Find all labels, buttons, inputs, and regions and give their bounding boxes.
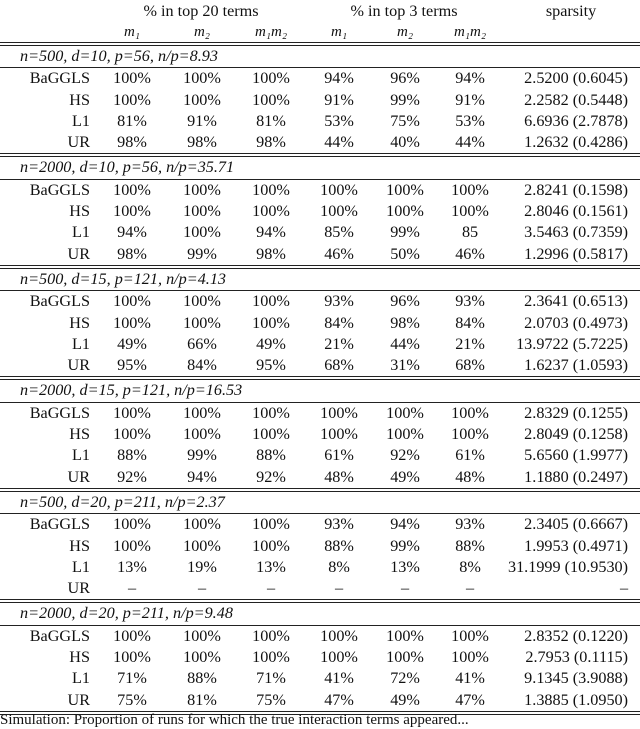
top3-value: 93%: [455, 515, 485, 534]
top20-value: 88%: [117, 446, 147, 465]
table-row: [0, 668, 640, 689]
top20-value: 88%: [187, 669, 217, 688]
top3-value: 93%: [324, 515, 354, 534]
top3-value: 72%: [390, 669, 420, 688]
sparsity-value: 13.9722 (5.7225): [516, 334, 629, 353]
top20-value: –: [197, 579, 207, 598]
top3-value: 46%: [455, 244, 485, 263]
top20-value: 81%: [187, 690, 217, 709]
method-name: HS: [69, 648, 90, 667]
method-name: BaGGLS: [29, 515, 90, 534]
top3-value: 53%: [455, 111, 485, 130]
top3-value: 100%: [320, 202, 358, 221]
top3-value: 48%: [455, 467, 485, 486]
top3-value: 100%: [451, 180, 489, 199]
top20-value: 98%: [117, 244, 147, 263]
sparsity-value: 1.9953 (0.4971): [524, 536, 629, 555]
method-name: HS: [69, 425, 90, 444]
table-row: [0, 536, 640, 557]
top3-value: 100%: [320, 648, 358, 667]
top20-value: 100%: [113, 180, 151, 199]
table-row: [0, 244, 640, 267]
setting-label: n=2000, d=15, p=121, n/p=16.53: [0, 378, 640, 402]
top20-value: 13%: [256, 557, 286, 576]
sparsity-value: 2.8329 (0.1255): [524, 403, 629, 422]
top3-value: 61%: [324, 446, 354, 465]
table-row: [0, 90, 640, 111]
top3-value: 75%: [390, 111, 420, 130]
sparsity-value: 2.7953 (0.1115): [525, 648, 629, 667]
table-row: [0, 445, 640, 466]
top3-value: 96%: [390, 69, 420, 88]
top3-value: 61%: [455, 446, 485, 465]
top3-value: 100%: [451, 648, 489, 667]
top3-value: 21%: [324, 334, 354, 353]
top20-value: 100%: [252, 180, 290, 199]
top20-value: 99%: [187, 244, 217, 263]
table-row: [0, 111, 640, 132]
top3-value: 94%: [455, 69, 485, 88]
top20-value: 98%: [256, 244, 286, 263]
top20-value: 100%: [113, 648, 151, 667]
table-row: [0, 424, 640, 445]
setting-row: [0, 378, 640, 402]
setting-label: n=2000, d=20, p=211, n/p=9.48: [0, 601, 640, 625]
top20-value: 100%: [183, 425, 221, 444]
top3-value: 53%: [324, 111, 354, 130]
top3-value: 49%: [390, 690, 420, 709]
top20-value: 66%: [187, 334, 217, 353]
top3-value: 100%: [451, 403, 489, 422]
top3-value: –: [400, 579, 410, 598]
top3-value: 93%: [455, 292, 485, 311]
top20-value: 100%: [183, 403, 221, 422]
top20-value: 100%: [113, 515, 151, 534]
top20-value: 88%: [256, 446, 286, 465]
top20-value: 100%: [252, 90, 290, 109]
top3-value: 92%: [390, 446, 420, 465]
method-name: BaGGLS: [29, 180, 90, 199]
top3-value: 100%: [386, 425, 424, 444]
header-top3-label: % in top 3 terms: [350, 2, 458, 20]
top20-value: 98%: [256, 133, 286, 152]
top3-value: 46%: [324, 244, 354, 263]
method-name: UR: [67, 579, 90, 598]
top3-value: 47%: [455, 690, 485, 709]
table-row: [0, 625, 640, 647]
top20-value: 100%: [183, 626, 221, 645]
top20-value: 100%: [252, 425, 290, 444]
header-model-label: m₂: [397, 24, 414, 40]
method-name: UR: [67, 467, 90, 486]
sparsity-value: 6.6936 (2.7878): [524, 111, 629, 130]
table-row: [0, 647, 640, 668]
sparsity-value: 1.3885 (1.0950): [524, 690, 629, 709]
header-row-models: [0, 22, 640, 44]
top3-value: –: [465, 579, 475, 598]
top20-value: 100%: [183, 648, 221, 667]
top20-value: 100%: [183, 180, 221, 199]
sparsity-value: 3.5463 (0.7359): [524, 223, 629, 242]
top3-value: 44%: [324, 133, 354, 152]
table-row: [0, 578, 640, 601]
header-empty-cell: [0, 22, 96, 44]
top3-value: 13%: [390, 557, 420, 576]
top3-value: 100%: [451, 626, 489, 645]
top3-value: 99%: [390, 223, 420, 242]
top20-value: 13%: [117, 557, 147, 576]
setting-label: n=2000, d=10, p=56, n/p=35.71: [0, 155, 640, 179]
top3-value: 100%: [451, 425, 489, 444]
top3-value: 94%: [390, 515, 420, 534]
top20-value: 98%: [187, 133, 217, 152]
sparsity-value: 1.1880 (0.2497): [524, 467, 629, 486]
table-row: [0, 222, 640, 243]
top20-value: 100%: [252, 202, 290, 221]
top3-value: 31%: [390, 356, 420, 375]
top3-value: 84%: [324, 313, 354, 332]
top20-value: 19%: [187, 557, 217, 576]
method-name: BaGGLS: [29, 403, 90, 422]
top20-value: 71%: [117, 669, 147, 688]
top3-value: 94%: [324, 69, 354, 88]
top20-value: 100%: [113, 313, 151, 332]
top20-value: 100%: [113, 626, 151, 645]
method-name: HS: [69, 313, 90, 332]
header-empty-cell: [0, 0, 96, 22]
table-row: [0, 334, 640, 355]
top3-value: 41%: [324, 669, 354, 688]
table-row: [0, 467, 640, 490]
setting-row: [0, 155, 640, 179]
top20-value: 100%: [113, 202, 151, 221]
sparsity-value: 1.6237 (1.0593): [524, 356, 629, 375]
top3-value: 100%: [320, 180, 358, 199]
method-name: L1: [72, 557, 90, 576]
top3-value: 44%: [455, 133, 485, 152]
sparsity-value: 2.8352 (0.1220): [524, 626, 629, 645]
top20-value: 91%: [187, 111, 217, 130]
method-name: L1: [72, 111, 90, 130]
top20-value: 100%: [252, 69, 290, 88]
top20-value: 94%: [117, 223, 147, 242]
top20-value: 94%: [187, 467, 217, 486]
setting-row: [0, 267, 640, 291]
table-row: [0, 690, 640, 713]
top3-value: 85: [461, 223, 479, 242]
table-row: [0, 402, 640, 424]
top20-value: 100%: [252, 648, 290, 667]
top20-value: 100%: [113, 292, 151, 311]
top3-value: 50%: [390, 244, 420, 263]
sparsity-value: 2.3641 (0.6513): [524, 292, 629, 311]
sparsity-value: 1.2632 (0.4286): [524, 133, 629, 152]
top20-value: 92%: [117, 467, 147, 486]
top3-value: 84%: [455, 313, 485, 332]
table-row: [0, 291, 640, 313]
top3-value: 100%: [386, 648, 424, 667]
sparsity-value: 2.8241 (0.1598): [524, 180, 629, 199]
method-name: BaGGLS: [29, 626, 90, 645]
setting-label: n=500, d=20, p=211, n/p=2.37: [0, 490, 640, 514]
top20-value: 100%: [252, 515, 290, 534]
sparsity-value: 1.2996 (0.5817): [524, 244, 629, 263]
method-name: HS: [69, 536, 90, 555]
top20-value: 100%: [183, 292, 221, 311]
top20-value: 100%: [183, 90, 221, 109]
top3-value: 49%: [390, 467, 420, 486]
setting-row: [0, 601, 640, 625]
top3-value: 44%: [390, 334, 420, 353]
top3-value: 47%: [324, 690, 354, 709]
top20-value: 49%: [256, 334, 286, 353]
top20-value: 100%: [113, 425, 151, 444]
sparsity-value: 5.6560 (1.9977): [524, 446, 629, 465]
top3-value: 91%: [324, 90, 354, 109]
setting-row: [0, 44, 640, 68]
top20-value: 92%: [256, 467, 286, 486]
top3-value: 93%: [324, 292, 354, 311]
top20-value: 81%: [256, 111, 286, 130]
sparsity-value: 2.0703 (0.4973): [524, 313, 629, 332]
method-name: HS: [69, 90, 90, 109]
setting-row: [0, 490, 640, 514]
method-name: UR: [67, 133, 90, 152]
top3-value: 100%: [386, 202, 424, 221]
top3-value: 41%: [455, 669, 485, 688]
header-model-label: m₁: [123, 24, 141, 40]
top3-value: 88%: [455, 536, 485, 555]
method-name: BaGGLS: [29, 69, 90, 88]
top3-value: 88%: [324, 536, 354, 555]
top20-value: 98%: [117, 133, 147, 152]
table-row: [0, 557, 640, 578]
top20-value: 75%: [117, 690, 147, 709]
top20-value: –: [266, 579, 276, 598]
method-name: UR: [67, 356, 90, 375]
sparsity-value: 2.8046 (0.1561): [524, 202, 629, 221]
top3-value: 48%: [324, 467, 354, 486]
header-model-label: m₁m₂: [453, 24, 487, 40]
top20-value: 100%: [183, 202, 221, 221]
setting-label: n=500, d=10, p=56, n/p=8.93: [0, 44, 640, 68]
table-row: [0, 313, 640, 334]
top3-value: 100%: [320, 626, 358, 645]
header-model-label: m₁: [331, 24, 348, 40]
top20-value: 100%: [252, 292, 290, 311]
sparsity-value: 9.1345 (3.9088): [524, 669, 629, 688]
top3-value: 21%: [455, 334, 485, 353]
table-row: [0, 68, 640, 90]
top20-value: 71%: [256, 669, 286, 688]
top3-value: 100%: [386, 403, 424, 422]
top3-value: 85%: [324, 223, 354, 242]
top3-value: 100%: [386, 626, 424, 645]
method-name: BaGGLS: [29, 292, 90, 311]
top20-value: 100%: [183, 515, 221, 534]
top20-value: 100%: [183, 536, 221, 555]
setting-label: n=500, d=15, p=121, n/p=4.13: [0, 267, 640, 291]
table-row: [0, 179, 640, 201]
header-model-label: m₁m₂: [254, 24, 288, 40]
table-row: [0, 132, 640, 155]
top3-value: 68%: [324, 356, 354, 375]
table-row: [0, 201, 640, 222]
top20-value: 100%: [113, 536, 151, 555]
sparsity-value: –: [619, 579, 629, 598]
top20-value: 100%: [252, 403, 290, 422]
method-name: HS: [69, 202, 90, 221]
method-name: L1: [72, 446, 90, 465]
method-name: UR: [67, 244, 90, 263]
top3-value: 8%: [328, 557, 350, 576]
top20-value: 100%: [252, 313, 290, 332]
top3-value: 100%: [451, 202, 489, 221]
top3-value: 100%: [320, 403, 358, 422]
top3-value: 91%: [455, 90, 485, 109]
sparsity-value: 31.1999 (10.9530): [507, 557, 629, 576]
top20-value: 99%: [187, 446, 217, 465]
method-name: UR: [67, 690, 90, 709]
header-top20-label: % in top 20 terms: [143, 2, 259, 20]
top20-value: 94%: [256, 223, 286, 242]
top20-value: 100%: [183, 223, 221, 242]
top20-value: 81%: [117, 111, 147, 130]
top20-value: 95%: [256, 356, 286, 375]
top20-value: 100%: [252, 536, 290, 555]
top20-value: 100%: [183, 69, 221, 88]
header-model-label: m₂: [193, 24, 211, 40]
top20-value: 75%: [256, 690, 286, 709]
header-row-groups: [0, 0, 640, 22]
top20-value: 100%: [113, 90, 151, 109]
table-caption: Simulation: Proportion of runs for which the true interaction terms appeared...: [0, 712, 469, 728]
table-row: [0, 355, 640, 378]
top20-value: 95%: [117, 356, 147, 375]
header-sparsity-label: sparsity: [545, 2, 597, 20]
top20-value: 100%: [252, 626, 290, 645]
top20-value: 84%: [187, 356, 217, 375]
sparsity-value: 2.8049 (0.1258): [524, 425, 629, 444]
top3-value: 96%: [390, 292, 420, 311]
top20-value: 100%: [113, 69, 151, 88]
top3-value: 40%: [390, 133, 420, 152]
top3-value: 98%: [390, 313, 420, 332]
top20-value: 100%: [113, 403, 151, 422]
top3-value: 100%: [386, 180, 424, 199]
top3-value: 100%: [320, 425, 358, 444]
top3-value: –: [334, 579, 344, 598]
sparsity-value: 2.3405 (0.6667): [524, 515, 629, 534]
header-empty-cell: [502, 22, 640, 44]
top20-value: 100%: [183, 313, 221, 332]
method-name: L1: [72, 334, 90, 353]
sparsity-value: 2.2582 (0.5448): [524, 90, 629, 109]
top3-value: 8%: [459, 557, 481, 576]
table-row: [0, 514, 640, 536]
method-name: L1: [72, 669, 90, 688]
top20-value: 49%: [117, 334, 147, 353]
top20-value: –: [127, 579, 137, 598]
sparsity-value: 2.5200 (0.6045): [524, 69, 629, 88]
top3-value: 99%: [390, 536, 420, 555]
top3-value: 99%: [390, 90, 420, 109]
method-name: L1: [72, 223, 90, 242]
top3-value: 68%: [455, 356, 485, 375]
